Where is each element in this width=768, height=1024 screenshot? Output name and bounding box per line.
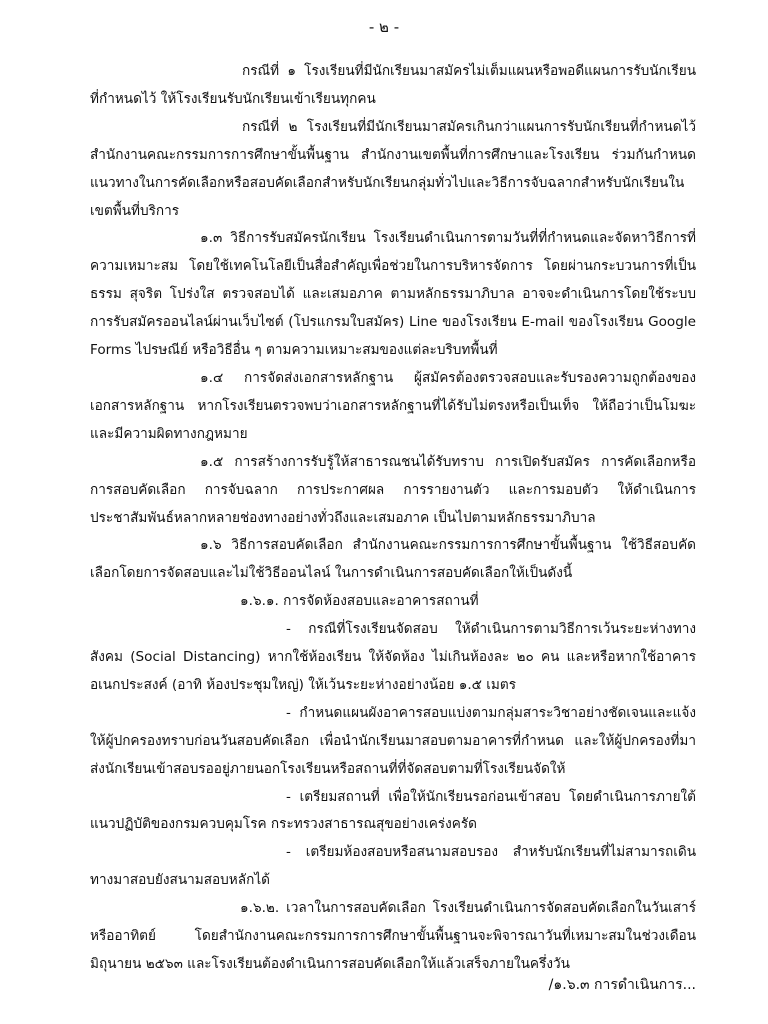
- bullet-paragraph: - กรณีที่โรงเรียนจัดสอบ ให้ดำเนินการตามวิธีการเว้นระยะห่างทางสังคม (Social Distancing) หากใช้ห้องเรียน ให้จัดห้อง ไม่เกินห้องละ ๒๐ คน และหรือหากใช้อาคารอเนกประสงค์ (อาทิ ห้องประชุมใหญ่) ให้เว้นระยะห่างอย่างน้อย ๑.๕ เมตร: [90, 621, 696, 693]
- document-body: [90, 58, 696, 979]
- paragraph: ๑.๓ วิธีการรับสมัครนักเรียน โรงเรียนดำเนินการตามวันที่ที่กำหนดและจัดหาวิธีการที่ความเหมาะสม โดยใช้เทคโนโลยีเป็นสื่อสำคัญเพื่อช่วยในการบริหารจัดการ โดยผ่านกระบวนการที่เป็นธรรม สุจริต โปร่งใส ตรวจสอบได้ และเสมอภาค ตามหลักธรรมาภิบาล อาจจะดำเนินการโดยใช้ระบบการรับสมัครออนไลน์ผ่านเว็บไซต์ (โปรแกรมใบสมัคร) Line ของโรงเรียน E-mail ของโรงเรียน Google Forms ไปรษณีย์ หรือวิธีอื่น ๆ ตามความเหมาะสมของแต่ละบริบทพื้นที่: [90, 230, 696, 359]
- subsection-heading: ๑.๖.๑. การจัดห้องสอบและอาคารสถานที่: [240, 593, 479, 610]
- paragraph: ๑.๖ วิธีการสอบคัดเลือก สำนักงานคณะกรรมการการศึกษาขั้นพื้นฐาน ใช้วิธีสอบคัดเลือกโดยการจัดสอบและไม่ใช้วิธีออนไลน์ ในการดำเนินการสอบคัดเลือกให้เป็นดังนี้: [90, 537, 696, 582]
- bullet-paragraph: - กำหนดแผนผังอาคารสอบแบ่งตามกลุ่มสาระวิชาอย่างชัดเจนและแจ้งให้ผู้ปกครองทราบก่อนวันสอบคัดเลือก เพื่อนำนักเรียนมาสอบตามอาคารที่กำหนด และให้ผู้ปกครองที่มาส่งนักเรียนเข้าสอบรออยู่ภายนอกโรงเรียนหรือสถานที่ที่จัดสอบตามที่โรงเรียนจัดให้: [90, 704, 696, 777]
- bullet-paragraph: - เตรียมสถานที่ เพื่อให้นักเรียนรอก่อนเข้าสอบ โดยดำเนินการภายใต้แนวปฏิบัติของกรมควบคุมโรค กระทรวงสาธารณสุขอย่างเคร่งครัด: [90, 788, 696, 833]
- continuation-reference: /๑.๖.๓ การดำเนินการ...: [548, 977, 696, 993]
- paragraph: กรณีที่ ๑ โรงเรียนที่มีนักเรียนมาสมัครไม่เต็มแผนหรือพอดีแผนการรับนักเรียนที่กำหนดไว้ ให้โรงเรียนรับนักเรียนเข้าเรียนทุกคน: [90, 63, 696, 107]
- page-number: - ๒ -: [368, 18, 400, 36]
- paragraph: ๑.๖.๒. เวลาในการสอบคัดเลือก โรงเรียนดำเนินการจัดสอบคัดเลือกในวันเสาร์หรืออาทิตย์ โดยสำนักงานคณะกรรมการการศึกษาขั้นพื้นฐานจะพิจารณาวันที่เหมาะสมในช่วงเดือนมิถุนายน ๒๕๖๓ และโรงเรียนต้องดำเนินการสอบคัดเลือกให้แล้วเสร็จภายในครึ่งวัน: [90, 900, 696, 972]
- bullet-paragraph: - เตรียมห้องสอบหรือสนามสอบรอง สำหรับนักเรียนที่ไม่สามารถเดินทางมาสอบยังสนามสอบหลักได้: [90, 844, 696, 889]
- paragraph: กรณีที่ ๒ โรงเรียนที่มีนักเรียนมาสมัครเกินกว่าแผนการรับนักเรียนที่กำหนดไว้ สำนักงานคณะกรรมการการศึกษาขั้นพื้นฐาน สำนักงานเขตพื้นที่การศึกษาและโรงเรียน ร่วมกันกำหนดแนวทางในการคัดเลือกหรือสอบคัดเลือกสำหรับนักเรียนกลุ่มทั่วไปและวิธีการจับฉลากสำหรับนักเรียนในเขตพื้นที่บริการ: [90, 118, 696, 219]
- paragraph: ๑.๕ การสร้างการรับรู้ให้สาธารณชนได้รับทราบ การเปิดรับสมัคร การคัดเลือกหรือการสอบคัดเลือก การจับฉลาก การประกาศผล การรายงานตัว และการมอบตัว ให้ดำเนินการประชาสัมพันธ์หลากหลายช่องทางอย่างทั่วถึงและเสมอภาค เป็นไปตามหลักธรรมาภิบาล: [90, 453, 696, 526]
- paragraph: ๑.๔ การจัดส่งเอกสารหลักฐาน ผู้สมัครต้องตรวจสอบและรับรองความถูกต้องของเอกสารหลักฐาน หากโรงเรียนตรวจพบว่าเอกสารหลักฐานที่ได้รับไม่ตรงหรือเป็นเท็จ ให้ถือว่าเป็นโมฆะและมีความผิดทางกฎหมาย: [90, 369, 696, 442]
